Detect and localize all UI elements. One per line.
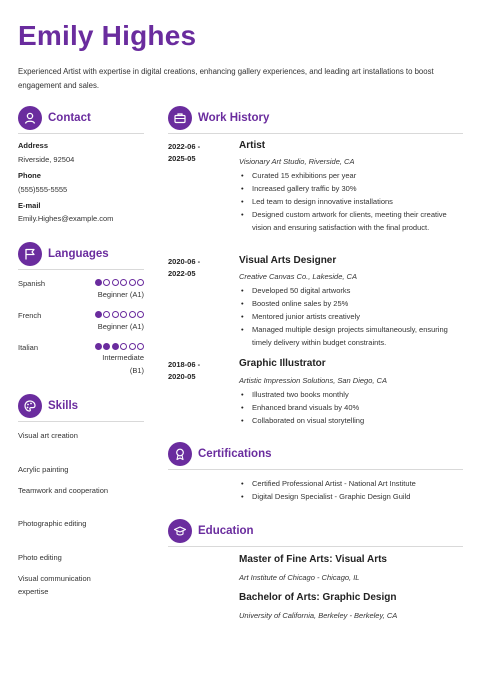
job-title: Graphic Illustrator (239, 358, 326, 369)
rating-dot-empty (103, 279, 110, 286)
job-date-start: 2020-06 - (168, 257, 201, 266)
skill-item: Photographic editing (18, 519, 87, 528)
rating-dot-empty (103, 311, 110, 318)
skill-item: Visual art creation (18, 431, 78, 440)
job-bullet: • Illustrated two books monthly (239, 388, 463, 401)
job-date-end: 2020-05 (168, 372, 196, 381)
skill-item: Acrylic painting (18, 465, 69, 474)
rating-dot-empty (137, 279, 144, 286)
rating-dot-empty (120, 343, 127, 350)
job-date-end: 2025-05 (168, 154, 196, 163)
phone-label: Phone (18, 171, 41, 180)
email-label: E-mail (18, 201, 41, 210)
skill-item: Photo editing (18, 553, 62, 562)
rating-dot-empty (137, 311, 144, 318)
rating-dot-empty (129, 311, 136, 318)
rating-dot-empty (129, 279, 136, 286)
education-title: Education (198, 525, 254, 537)
language-name: Spanish (18, 279, 46, 288)
rating-dot-filled (112, 343, 119, 350)
ribbon-icon (168, 442, 192, 466)
certifications-section-header (168, 441, 272, 467)
job-title: Visual Arts Designer (239, 255, 337, 266)
skill-item: Visual communication expertise (18, 574, 91, 596)
skills-section-header (18, 393, 78, 419)
languages-section-header (18, 241, 109, 267)
job-bullets (239, 388, 463, 427)
certification-item: • Digital Design Specialist - Graphic Design Guild (239, 490, 463, 503)
job-dates (168, 256, 200, 280)
address-value: Riverside, 92504 (18, 155, 75, 164)
rating-dot-empty (129, 343, 136, 350)
job-title: Artist (239, 140, 266, 151)
person-icon (18, 106, 42, 130)
resume-name: Emily Highes (18, 20, 197, 51)
job-bullet: • Curated 15 exhibitions per year (239, 169, 463, 182)
job-bullet: • Led team to design innovative installations (239, 195, 463, 208)
education-divider (168, 546, 463, 547)
job-bullets (239, 284, 463, 349)
language-level: Beginner (A1) (97, 322, 144, 331)
skills-title: Skills (48, 400, 79, 412)
certification-list (239, 477, 463, 503)
job-bullet: • Designed custom artwork for clients, meeting their creative vision and ensuring satisfaction with the final product. (239, 208, 463, 234)
job-bullet: • Mentored junior artists creatively (239, 310, 463, 323)
skills-divider (18, 421, 144, 422)
job-date-start: 2018-06 - (168, 360, 201, 369)
address-label: Address (18, 141, 49, 150)
job-bullet: • Managed multiple design projects simultaneously, ensuring timely delivery within budget constraints. (239, 323, 463, 349)
rating-dot-empty (112, 311, 119, 318)
language-rating (95, 279, 145, 286)
rating-dot-filled (95, 343, 102, 350)
languages-title: Languages (48, 248, 109, 260)
education-school: University of California, Berkeley - Berkeley, CA (239, 611, 398, 620)
language-level: (B1) (129, 366, 144, 375)
palette-icon (18, 394, 42, 418)
job-dates (168, 141, 200, 165)
job-bullet: • Developed 50 digital artworks (239, 284, 463, 297)
job-bullet: • Collaborated on visual storytelling (239, 414, 463, 427)
languages-divider (18, 269, 144, 270)
job-date-start: 2022-06 - (168, 142, 201, 151)
phone-value: (555)555-5555 (18, 185, 68, 194)
language-rating (95, 311, 145, 318)
skill-item: Teamwork and cooperation (18, 486, 109, 495)
email-value[interactable]: Emily.Highes@example.com (18, 214, 114, 223)
work-title: Work History (198, 112, 270, 124)
summary: Experienced Artist with expertise in digital creations, enhancing gallery experiences, and leading art installations to boost engagement and sales. (18, 67, 434, 90)
job-bullets (239, 169, 463, 234)
work-divider (168, 133, 463, 134)
rating-dot-filled (95, 279, 102, 286)
job-bullet: • Increased gallery traffic by 30% (239, 182, 463, 195)
rating-dot-filled (95, 311, 102, 318)
rating-dot-empty (137, 343, 144, 350)
job-company: Creative Canvas Co., Lakeside, CA (239, 272, 357, 281)
graduation-cap-icon (168, 519, 192, 543)
flag-icon (18, 242, 42, 266)
job-bullet: • Boosted online sales by 25% (239, 297, 463, 310)
education-degree: Master of Fine Arts: Visual Arts (239, 554, 387, 565)
language-rating (95, 343, 145, 350)
briefcase-icon (168, 106, 192, 130)
certifications-title: Certifications (198, 448, 272, 460)
work-section-header (168, 105, 269, 131)
language-level: Intermediate (102, 353, 144, 362)
rating-dot-filled (103, 343, 110, 350)
job-company: Artistic Impression Solutions, San Diego, CA (239, 376, 387, 385)
job-date-end: 2022-05 (168, 269, 196, 278)
language-name: Italian (18, 343, 39, 352)
education-school: Art Institute of Chicago - Chicago, IL (239, 573, 360, 582)
rating-dot-empty (120, 311, 127, 318)
education-degree: Bachelor of Arts: Graphic Design (239, 592, 397, 603)
certifications-divider (168, 469, 463, 470)
language-name: French (18, 311, 42, 320)
job-dates (168, 359, 200, 383)
contact-title: Contact (48, 112, 91, 124)
job-company: Visionary Art Studio, Riverside, CA (239, 157, 355, 166)
education-section-header (168, 518, 254, 544)
certification-item: • Certified Professional Artist - National Art Institute (239, 477, 463, 490)
rating-dot-empty (120, 279, 127, 286)
language-level: Beginner (A1) (97, 290, 144, 299)
job-bullet: • Enhanced brand visuals by 40% (239, 401, 463, 414)
contact-section-header (18, 105, 91, 131)
contact-divider (18, 133, 144, 134)
rating-dot-empty (112, 279, 119, 286)
